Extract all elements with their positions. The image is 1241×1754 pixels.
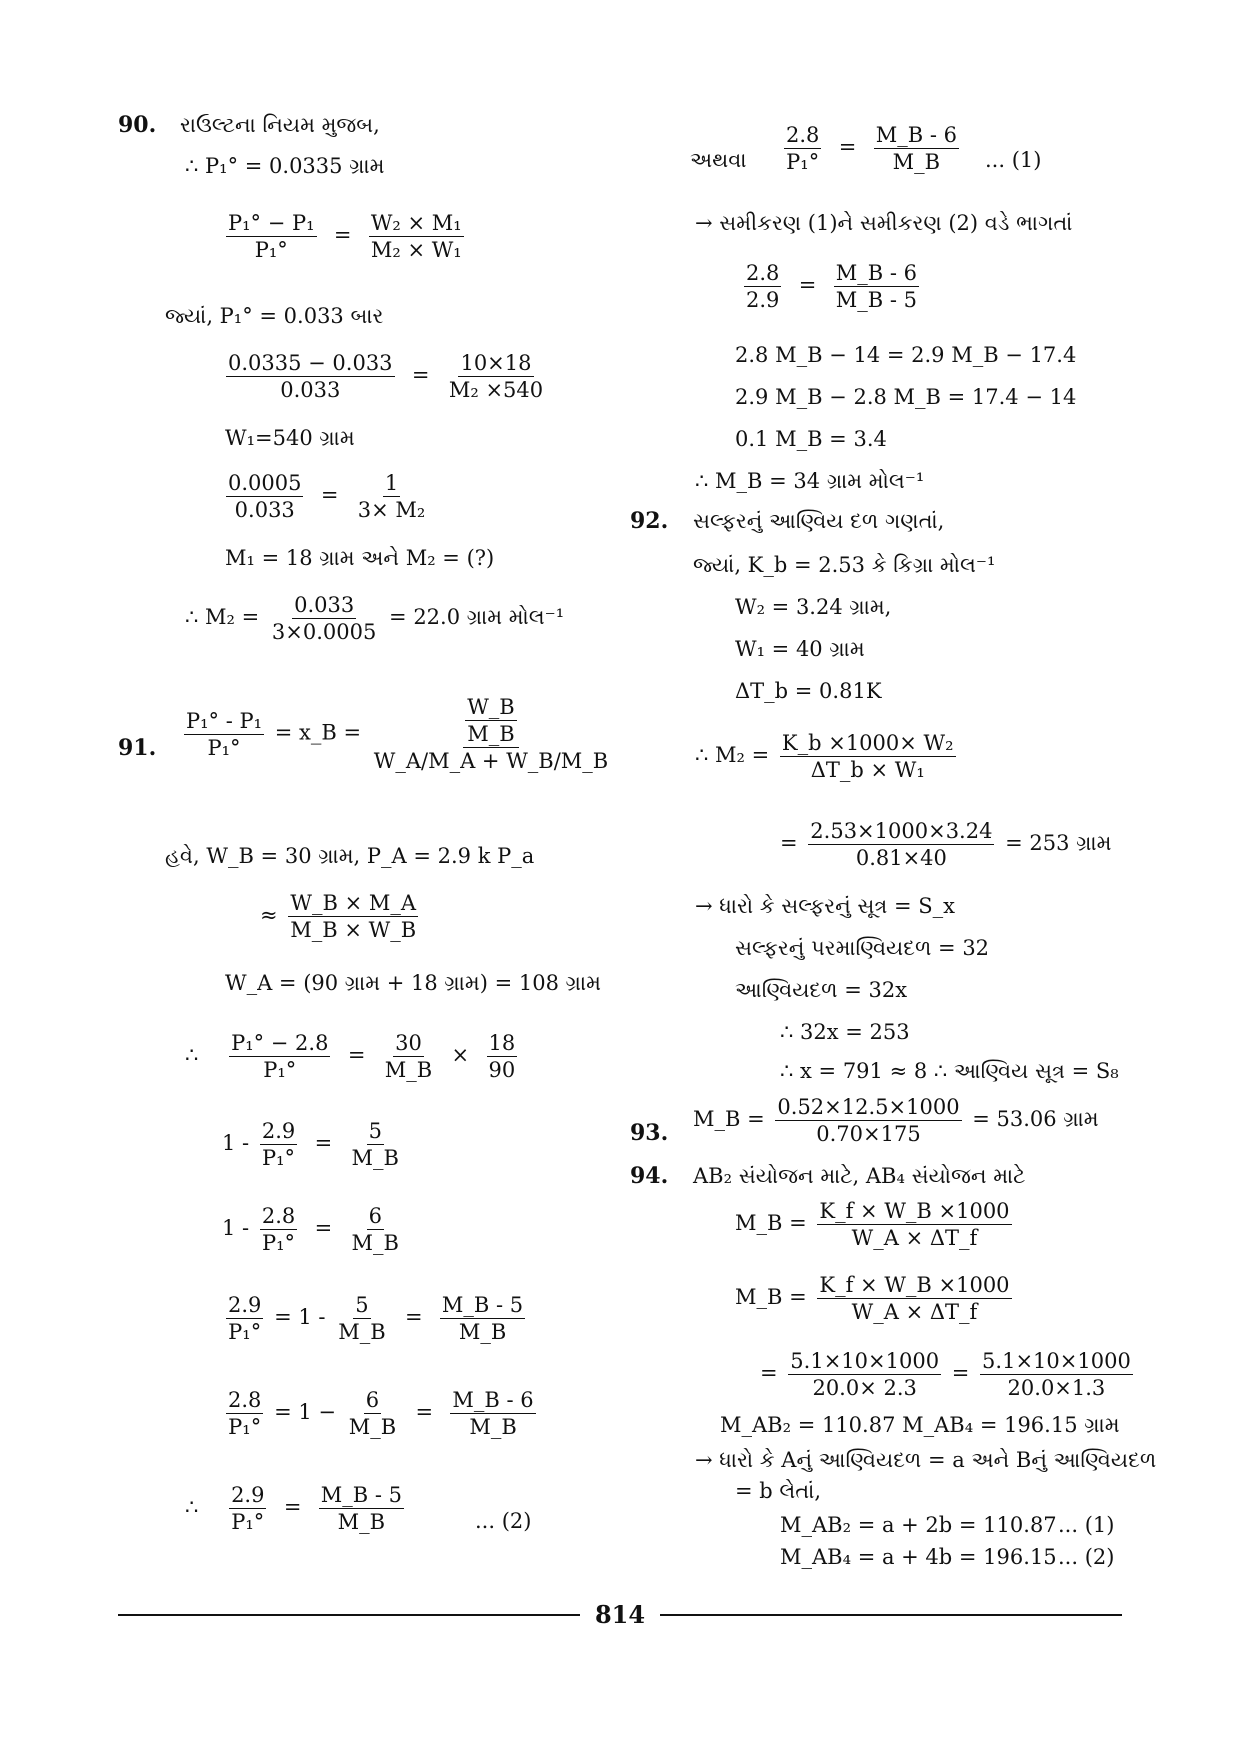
q90-equation: $\frac{0.0005}{0.033}$ = $\frac{1}{\text{3× M₂}}$ [228, 471, 426, 522]
q94-line: M_AB₄ = a + 4b = 196.15 [780, 1545, 1057, 1569]
q91-line: W_A = (90 ગ્રામ + 18 ગ્રામ) = 108 ગ્રામ [225, 971, 601, 995]
q91-equation: ≈ $\frac{W\_B \times M\_A}{M\_B \times W\_B}$ [260, 891, 417, 942]
q92-line: → ધારો કે સલ્ફરનું સૂત્ર = S_x [695, 894, 956, 918]
q90-line: W₁=540 ગ્રામ [225, 426, 355, 450]
q90-line: M₁ = 18 ગ્રામ અને M₂ = (?) [225, 546, 495, 570]
question-number: 94. [630, 1163, 669, 1189]
q94-equation: = $\frac{5.1\times 10\times 1000}{20.0\times 2.3}$ = $\frac{5.1\times 10\times 1000}{20.0\times 1.3}$ [760, 1349, 1131, 1400]
q93-equation: M_B = $\frac{0.52\times 12.5\times 1000}{0.70\times 175}$ = 53.06 ગ્રામ [693, 1095, 1099, 1146]
q91-equation: ∴ $\frac{\text{P₁° − 2.8}}{\text{P₁°}}$ = $\frac{30}{M\_B}$ × $\frac{18}{90}$ [185, 1031, 516, 1082]
q90-heading: રાઉલ્ટના નિયમ મુજબ, [180, 113, 380, 137]
q94-line: M_AB₂ = 110.87 M_AB₄ = 196.15 ગ્રામ [720, 1413, 1120, 1437]
q92-line: જ્યાં, K_b = 2.53 કે કિગ્રા મોલ⁻¹ [693, 553, 996, 577]
q94-line: M_AB₂ = a + 2b = 110.87 [780, 1513, 1057, 1537]
q92-line: W₂ = 3.24 ગ્રામ, [735, 595, 892, 619]
question-number: 92. [630, 508, 669, 534]
continuation-label: અથવા [690, 148, 747, 172]
question-number: 93. [630, 1120, 669, 1146]
q92-line: સલ્ફરનું પરમાણ્વિયદળ = 32 [735, 936, 990, 960]
q94-equation: M_B = $\frac{K\_f \times W\_B \times 1000}{W\_A \times \Delta T\_f}$ [735, 1273, 1010, 1324]
q92-line: ∴ 32x = 253 [780, 1020, 910, 1044]
q94-line: = b લેતાં, [735, 1479, 822, 1503]
question-number: 90. [118, 112, 157, 138]
continuation-equation: $\frac{2.8}{2.9}$ = $\frac{M\_B - 6}{M\_B - 5}$ [746, 261, 917, 312]
equation-tag: ... (2) [1058, 1545, 1115, 1569]
equation-tag: ... (1) [985, 148, 1042, 172]
question-number: 91. [118, 735, 157, 761]
q92-equation: = $\frac{2.53\times 1000\times 3.24}{0.81\times 40}$ = 253 ગ્રામ [780, 819, 1112, 870]
footer-rule-right [660, 1614, 1122, 1616]
q90-equation: ∴ M₂ = $\frac{0.033}{3\times 0.0005}$ = 22.0 ગ્રામ મોલ⁻¹ [185, 593, 565, 644]
equation-tag: ... (2) [475, 1509, 532, 1533]
page-number: 814 [594, 1600, 646, 1629]
q90-line: જ્યાં, P₁° = 0.033 બાર [165, 304, 384, 328]
continuation-equation: $\frac{2.8}{\text{P₁°}}$ = $\frac{M\_B - 6}{M\_B}$ [786, 123, 957, 174]
q91-line: હવે, W_B = 30 ગ્રામ, P_A = 2.9 k P_a [165, 844, 535, 868]
q91-equation: 1 - $\frac{2.8}{\text{P₁°}}$ = $\frac{6}{M\_B}$ [222, 1204, 399, 1255]
continuation-line: 2.8 M_B − 14 = 2.9 M_B − 17.4 [735, 343, 1077, 367]
continuation-line: 0.1 M_B = 3.4 [735, 427, 887, 451]
q94-heading: AB₂ સંયોજન માટે, AB₄ સંયોજન માટે [693, 1164, 1026, 1188]
q94-equation: M_B = $\frac{K\_f \times W\_B \times 1000}{W\_A \times \Delta T\_f}$ [735, 1199, 1010, 1250]
q92-equation: ∴ M₂ = $\frac{\text{K\_b ×1000× W₂}}{\text{ΔT\_b × W₁}}$ [695, 731, 954, 782]
continuation-line: → સમીકરણ (1)ને સમીકરણ (2) વડે ભાગતાં [695, 211, 1073, 235]
q94-line: → ધારો કે Aનું આણ્વિયદળ = a અને Bનું આણ્વિયદળ [695, 1448, 1157, 1472]
continuation-line: ∴ M_B = 34 ગ્રામ મોલ⁻¹ [695, 469, 925, 493]
continuation-line: 2.9 M_B − 2.8 M_B = 17.4 − 14 [735, 385, 1077, 409]
q90-equation: $\frac{0.0335 - 0.033}{0.033}$ = $\frac{10\times 18}{\text{M₂ ×540}}$ [228, 351, 544, 402]
q92-line: આણ્વિયદળ = 32x [735, 978, 908, 1002]
q91-equation: ∴ $\frac{2.9}{\text{P₁°}}$ = $\frac{M\_B - 5}{M\_B}$ [185, 1483, 403, 1534]
q91-equation: $\frac{\text{P₁° - P₁}}{\text{P₁°}}$ = x_B = $\frac{\frac{W\_B}{M\_B}}{W\_A/M\_A + W\_B/M\_B}$ [186, 695, 609, 773]
q90-line: ∴ P₁° = 0.0335 ગ્રામ [185, 154, 385, 178]
q92-line: ∴ x = 791 ≈ 8 ∴ આણ્વિય સૂત્ર = S₈ [780, 1059, 1119, 1083]
footer-rule-left [118, 1614, 580, 1616]
q91-equation: 1 - $\frac{2.9}{\text{P₁°}}$ = $\frac{5}{M\_B}$ [222, 1119, 399, 1170]
equation-tag: ... (1) [1058, 1513, 1115, 1537]
q92-line: W₁ = 40 ગ્રામ [735, 637, 865, 661]
q91-equation: $\frac{2.8}{\text{P₁°}}$ = 1 − $\frac{6}{M\_B}$ = $\frac{M\_B - 6}{M\_B}$ [228, 1388, 534, 1439]
q92-heading: સલ્ફરનું આણ્વિય દળ ગણતાં, [693, 509, 945, 533]
q92-line: ΔT_b = 0.81K [735, 679, 882, 703]
q91-equation: $\frac{2.9}{\text{P₁°}}$ = 1 - $\frac{5}{M\_B}$ = $\frac{M\_B - 5}{M\_B}$ [228, 1293, 524, 1344]
q90-equation: $\frac{\text{P₁° − P₁}}{\text{P₁°}}$ = $\frac{\text{W₂ × M₁}}{\text{M₂ × W₁}}$ [228, 211, 462, 262]
